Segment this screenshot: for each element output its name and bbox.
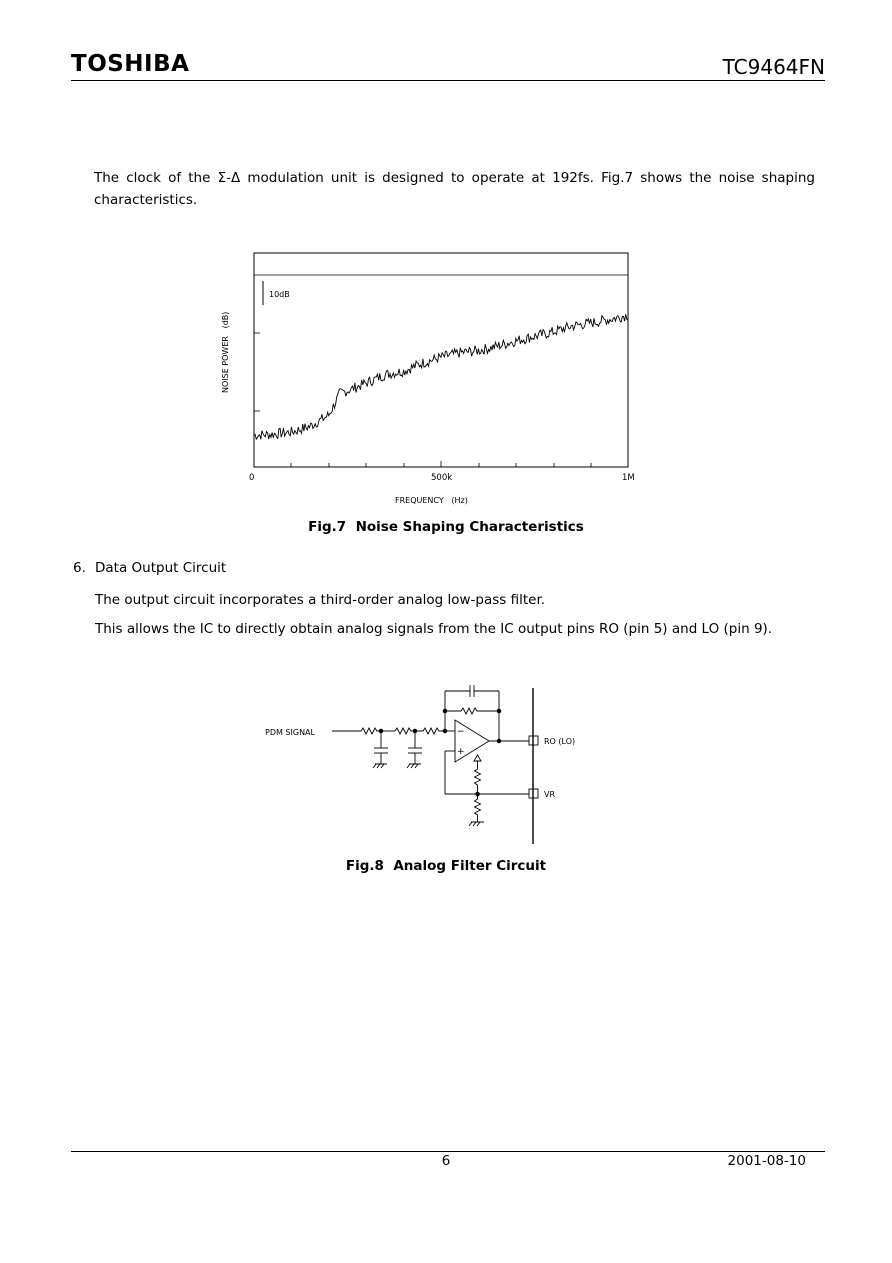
output-pin-label: RO (LO) — [544, 737, 576, 746]
ground-icon — [469, 822, 484, 826]
x-axis-ticks — [291, 461, 591, 467]
resistor-r1 — [355, 728, 380, 734]
section-title: Data Output Circuit — [95, 560, 227, 576]
x-tick-label-500k: 500k — [431, 473, 453, 483]
section-paragraph-2: This allows the IC to directly obtain analog signals from the IC output pins RO (pin 5) and LO (pin 9). — [95, 621, 773, 637]
y-axis-label: NOISE POWER (dB) — [221, 311, 230, 393]
divider-resistor-top — [475, 769, 481, 794]
intro-text-before: The clock of the — [94, 170, 218, 186]
fig7-caption: Fig.7 Noise Shaping Characteristics — [308, 519, 584, 535]
feedback-resistor — [445, 708, 499, 714]
resistor-r2 — [395, 728, 415, 734]
brand-logo: TOSHIBA — [71, 51, 190, 77]
x-tick-label-0: 0 — [249, 473, 255, 483]
noise-curve-series — [254, 314, 628, 439]
chart-plot-area — [254, 253, 628, 467]
x-axis-label: FREQUENCY (Hz) — [395, 496, 468, 505]
section-number: 6. — [73, 560, 86, 576]
analog-filter-circuit — [255, 684, 595, 849]
opamp-minus-sign: − — [457, 727, 465, 737]
vdd-arrow-icon — [474, 755, 481, 761]
section-paragraph-1: The output circuit incorporates a third-order analog low-pass filter. — [95, 592, 546, 608]
ground-icon — [407, 764, 421, 768]
pdm-signal-label: PDM SIGNAL — [265, 728, 315, 737]
sigma-delta-symbol: Σ-Δ — [217, 170, 241, 186]
vr-pin-label: VR — [544, 790, 556, 799]
part-number: TC9464FN — [722, 55, 825, 79]
fig8-caption: Fig.8 Analog Filter Circuit — [345, 858, 547, 874]
header-rule — [71, 80, 825, 81]
x-tick-label-1m: 1M — [622, 473, 635, 483]
noise-shaping-chart — [200, 245, 660, 515]
intro-text-after: modulation unit is designed to operate at 192fs. Fig.7 shows the noise shaping characteristics. — [94, 170, 815, 208]
divider-resistor-bottom — [475, 794, 481, 822]
resistor-r3 — [415, 728, 445, 734]
output-node — [497, 739, 501, 743]
scale-bar-label: 10dB — [269, 290, 290, 299]
document-date: 2001-08-10 — [727, 1153, 806, 1169]
ground-icon — [373, 764, 387, 768]
opamp-plus-sign: + — [457, 747, 465, 757]
intro-paragraph — [94, 167, 815, 211]
page-number: 6 — [441, 1153, 451, 1169]
footer-rule — [71, 1151, 825, 1152]
